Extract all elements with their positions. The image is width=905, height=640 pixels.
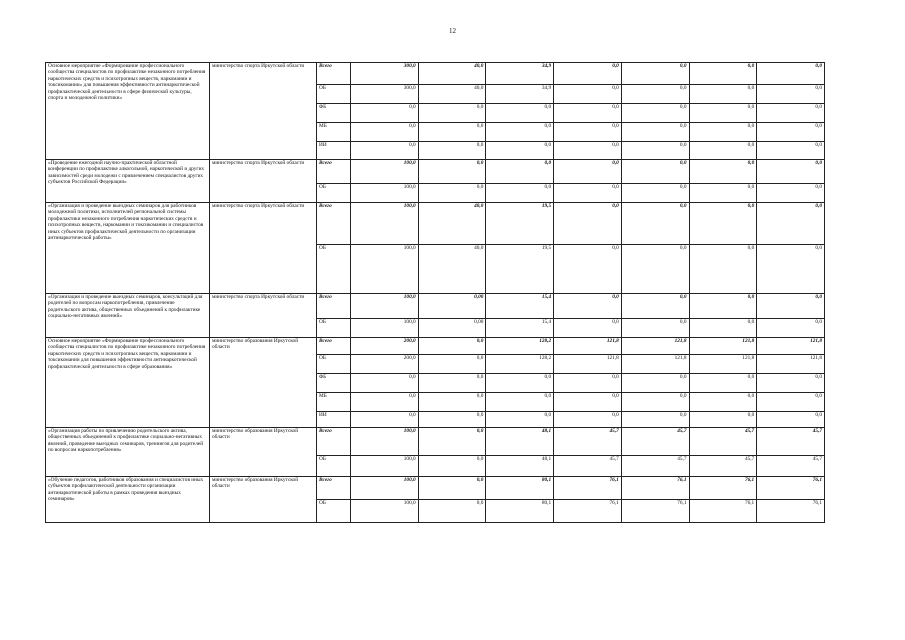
budget-value: 200,0 — [351, 355, 419, 374]
budget-value: 0,0 — [418, 184, 486, 203]
table-row — [46, 338, 825, 355]
budget-value: 121,8 — [689, 338, 757, 355]
budget-value: 45,7 — [757, 428, 825, 456]
budget-value: 0,0 — [554, 160, 622, 184]
budget-value: 128,2 — [486, 355, 554, 374]
budget-value: 0,0 — [757, 104, 825, 123]
funding-source: ФБ — [317, 374, 351, 393]
budget-value: 121,8 — [554, 355, 622, 374]
funding-source: ОБ — [317, 500, 351, 523]
funding-source: ОБ — [317, 184, 351, 203]
budget-value: 0,0 — [621, 142, 689, 160]
budget-value: 0,0 — [554, 203, 622, 245]
budget-value: 45,7 — [689, 456, 757, 477]
budget-value: 76,1 — [621, 477, 689, 500]
table-row — [46, 203, 825, 245]
activity-description: «Организация и проведение выездных семинаров для работников молодежной политики, исполнителей региональной системы профилактики незаконного потребления наркотических средств и психотропных веществ, наркомании и токсикомании и специалистов иных субъектов профилактической деятельности по организации антинаркотической работы» — [46, 203, 210, 294]
budget-value: 0,0 — [554, 319, 622, 338]
budget-value: 0,0 — [621, 319, 689, 338]
budget-value: 0,0 — [621, 393, 689, 412]
budget-value: 0,0 — [418, 500, 486, 523]
budget-value: 0,0 — [486, 412, 554, 428]
budget-value: 48,1 — [486, 428, 554, 456]
budget-value: 121,8 — [689, 355, 757, 374]
budget-value: 40,0 — [418, 85, 486, 104]
budget-value: 40,0 — [418, 63, 486, 85]
budget-value: 0,0 — [689, 142, 757, 160]
budget-value: 100,0 — [351, 456, 419, 477]
budget-value: 76,1 — [689, 500, 757, 523]
budget-value: 45,7 — [554, 456, 622, 477]
activity-description: Основное мероприятие «Формирование профессионального сообщества специалистов по профилактике незаконного потребления наркотических средств и психотропных веществ, наркомании и токсикомании» для повышения эффективности антинаркотической профилактической деятельности в сфере физической культуры, спорта и молодежной политики» — [46, 63, 210, 160]
funding-source: Всего — [317, 294, 351, 319]
budget-value: 0,0 — [418, 456, 486, 477]
budget-value: 0,0 — [486, 393, 554, 412]
budget-value: 45,7 — [621, 428, 689, 456]
funding-source: МБ — [317, 123, 351, 142]
budget-value: 48,1 — [486, 456, 554, 477]
budget-value: 0,0 — [554, 393, 622, 412]
activity-executor: министерство спорта Иркутской области — [210, 203, 317, 294]
funding-source: Всего — [317, 338, 351, 355]
budget-value: 0,0 — [621, 104, 689, 123]
budget-value: 0,0 — [689, 184, 757, 203]
budget-value: 0,0 — [757, 294, 825, 319]
budget-value: 0,0 — [554, 123, 622, 142]
budget-value: 0,0 — [554, 374, 622, 393]
budget-value: 0,0 — [689, 374, 757, 393]
budget-value: 76,1 — [757, 477, 825, 500]
budget-value: 100,0 — [351, 319, 419, 338]
budget-value: 40,0 — [418, 203, 486, 245]
funding-source: ИИ — [317, 142, 351, 160]
budget-value: 128,2 — [486, 338, 554, 355]
budget-value: 100,0 — [351, 294, 419, 319]
budget-value: 121,8 — [554, 338, 622, 355]
page-number: 12 — [449, 27, 456, 35]
budget-value: 0,0 — [757, 184, 825, 203]
budget-value: 0,0 — [621, 184, 689, 203]
budget-value: 0,0 — [418, 412, 486, 428]
budget-value: 0,0 — [554, 294, 622, 319]
budget-value: 0,0 — [418, 338, 486, 355]
budget-value: 0,0 — [486, 160, 554, 184]
budget-value: 45,7 — [757, 456, 825, 477]
budget-value: 45,7 — [689, 428, 757, 456]
budget-value: 76,1 — [554, 500, 622, 523]
budget-value: 0,0 — [418, 374, 486, 393]
budget-value: 76,1 — [689, 477, 757, 500]
budget-value: 0,0 — [689, 412, 757, 428]
budget-value: 0,0 — [621, 160, 689, 184]
budget-value: 100,0 — [351, 428, 419, 456]
funding-source: ОБ — [317, 85, 351, 104]
budget-value: 100,0 — [351, 160, 419, 184]
budget-value: 0,0 — [757, 123, 825, 142]
budget-value: 0,0 — [418, 104, 486, 123]
budget-value: 34,9 — [486, 85, 554, 104]
budget-value: 76,1 — [757, 500, 825, 523]
table-row — [46, 428, 825, 456]
budget-value: 76,1 — [554, 477, 622, 500]
funding-source: Всего — [317, 428, 351, 456]
budget-value: 0,0 — [486, 374, 554, 393]
budget-value: 15,4 — [486, 319, 554, 338]
budget-value: 0,0 — [757, 319, 825, 338]
budget-value: 0,0 — [689, 85, 757, 104]
table-row — [46, 477, 825, 500]
budget-value: 0,0 — [621, 245, 689, 294]
budget-value: 0,0 — [689, 294, 757, 319]
budget-value: 0,0 — [689, 319, 757, 338]
budget-value: 19,5 — [486, 245, 554, 294]
budget-value: 15,4 — [486, 294, 554, 319]
budget-value: 0,0 — [689, 63, 757, 85]
budget-value: 0,0 — [486, 184, 554, 203]
budget-value: 0,0 — [418, 355, 486, 374]
budget-value: 80,1 — [486, 500, 554, 523]
funding-source: ОБ — [317, 456, 351, 477]
budget-value: 0,0 — [418, 160, 486, 184]
budget-value: 100,0 — [351, 477, 419, 500]
budget-value: 200,0 — [351, 338, 419, 355]
budget-value: 0,0 — [418, 428, 486, 456]
funding-source: ФБ — [317, 104, 351, 123]
budget-value: 0,0 — [621, 374, 689, 393]
budget-value: 0,0 — [418, 142, 486, 160]
budget-value: 0,0 — [757, 245, 825, 294]
budget-value: 0,0 — [554, 104, 622, 123]
budget-value: 0,00 — [418, 319, 486, 338]
budget-value: 0,0 — [689, 123, 757, 142]
budget-value: 0,0 — [689, 393, 757, 412]
budget-value: 0,0 — [689, 245, 757, 294]
activity-executor: министерство образования Иркутской области — [210, 338, 317, 428]
budget-value: 34,9 — [486, 63, 554, 85]
budget-value: 100,0 — [351, 203, 419, 245]
table-row — [46, 160, 825, 184]
budget-value: 121,8 — [621, 355, 689, 374]
budget-value: 0,0 — [554, 412, 622, 428]
activity-description: «Проведение ежегодной научно-практической областной конференции по профилактике алкогольной, наркотической и других зависимостей среди молодежи с привлечением специалистов других субъектов Российской Федерации» — [46, 160, 210, 203]
budget-value: 0,0 — [757, 393, 825, 412]
budget-value: 0,0 — [621, 412, 689, 428]
activity-executor: министерство образования Иркутской области — [210, 477, 317, 523]
funding-source: ОБ — [317, 319, 351, 338]
table-row — [46, 294, 825, 319]
budget-value: 0,0 — [418, 123, 486, 142]
activity-executor: министерство спорта Иркутской области — [210, 63, 317, 160]
budget-value: 0,0 — [757, 374, 825, 393]
funding-source: Всего — [317, 160, 351, 184]
budget-value: 76,1 — [621, 500, 689, 523]
budget-value: 0,0 — [621, 85, 689, 104]
activity-executor: министерство спорта Иркутской области — [210, 294, 317, 338]
budget-value: 121,8 — [757, 355, 825, 374]
budget-value: 0,0 — [351, 104, 419, 123]
budget-value: 121,8 — [621, 338, 689, 355]
budget-value: 0,0 — [757, 160, 825, 184]
activity-description: «Организация и проведение выездных семинаров, консультаций для родителей по вопросам наркопотребления, привлечение родительского актива, общественных объединений к профилактике социально-негативных явлений» — [46, 294, 210, 338]
funding-source: ОБ — [317, 245, 351, 294]
budget-value: 0,0 — [757, 63, 825, 85]
budget-value: 0,0 — [351, 123, 419, 142]
budget-value: 100,0 — [351, 184, 419, 203]
budget-value: 0,0 — [351, 393, 419, 412]
budget-value: 0,0 — [757, 203, 825, 245]
activity-executor: министерство спорта Иркутской области — [210, 160, 317, 203]
budget-value: 40,0 — [418, 245, 486, 294]
budget-value: 0,0 — [486, 142, 554, 160]
budget-value: 100,0 — [351, 245, 419, 294]
budget-value: 0,0 — [351, 142, 419, 160]
activity-executor: министерство образования Иркутской области — [210, 428, 317, 477]
budget-value: 0,0 — [689, 104, 757, 123]
budget-value: 19,5 — [486, 203, 554, 245]
budget-value: 0,0 — [757, 412, 825, 428]
funding-source: Всего — [317, 63, 351, 85]
budget-value: 0,0 — [351, 374, 419, 393]
budget-value: 0,0 — [757, 142, 825, 160]
budget-value: 300,0 — [351, 85, 419, 104]
budget-value: 0,0 — [351, 412, 419, 428]
funding-source: Всего — [317, 477, 351, 500]
budget-value: 0,0 — [554, 184, 622, 203]
budget-value: 0,0 — [554, 245, 622, 294]
budget-table-body — [46, 63, 825, 523]
budget-value: 0,0 — [621, 63, 689, 85]
funding-source: ИИ — [317, 412, 351, 428]
budget-value: 0,0 — [621, 203, 689, 245]
budget-value: 121,8 — [757, 338, 825, 355]
funding-source: Всего — [317, 203, 351, 245]
funding-source: ОБ — [317, 355, 351, 374]
budget-value: 0,0 — [554, 142, 622, 160]
activity-description: «Обучение педагогов, работников образования и специалистов иных субъектов профилактической деятельности организации антинаркотической работы в рамках проведения выездных семинаров» — [46, 477, 210, 523]
budget-value: 100,0 — [351, 500, 419, 523]
budget-value: 0,0 — [486, 104, 554, 123]
budget-value: 0,0 — [554, 63, 622, 85]
funding-source: МБ — [317, 393, 351, 412]
budget-value: 0,0 — [689, 203, 757, 245]
activity-description: «Организация работы по привлечению родительского актива, общественных объединений к профилактике социально-негативных явлений, проведение выездных семинаров, тренингов для родителей по вопросам наркопотребления» — [46, 428, 210, 477]
budget-value: 0,0 — [757, 85, 825, 104]
budget-value: 0,0 — [554, 85, 622, 104]
budget-value: 0,0 — [621, 294, 689, 319]
activity-description: Основное мероприятие «Формирование профессионального сообщества специалистов по профилактике незаконного потребления наркотических средств и психотропных веществ, наркомании и токсикомании для повышения эффективности антинаркотической профилактической деятельности в сфере образования» — [46, 338, 210, 428]
budget-table — [45, 62, 825, 523]
budget-value: 45,7 — [554, 428, 622, 456]
table-row — [46, 63, 825, 85]
budget-value: 0,0 — [418, 393, 486, 412]
budget-value: 0,0 — [418, 477, 486, 500]
budget-value: 80,1 — [486, 477, 554, 500]
budget-value: 300,0 — [351, 63, 419, 85]
budget-value: 0,0 — [486, 123, 554, 142]
budget-value: 0,0 — [689, 160, 757, 184]
budget-value: 0,0 — [621, 123, 689, 142]
budget-value: 45,7 — [621, 456, 689, 477]
budget-value: 0,00 — [418, 294, 486, 319]
